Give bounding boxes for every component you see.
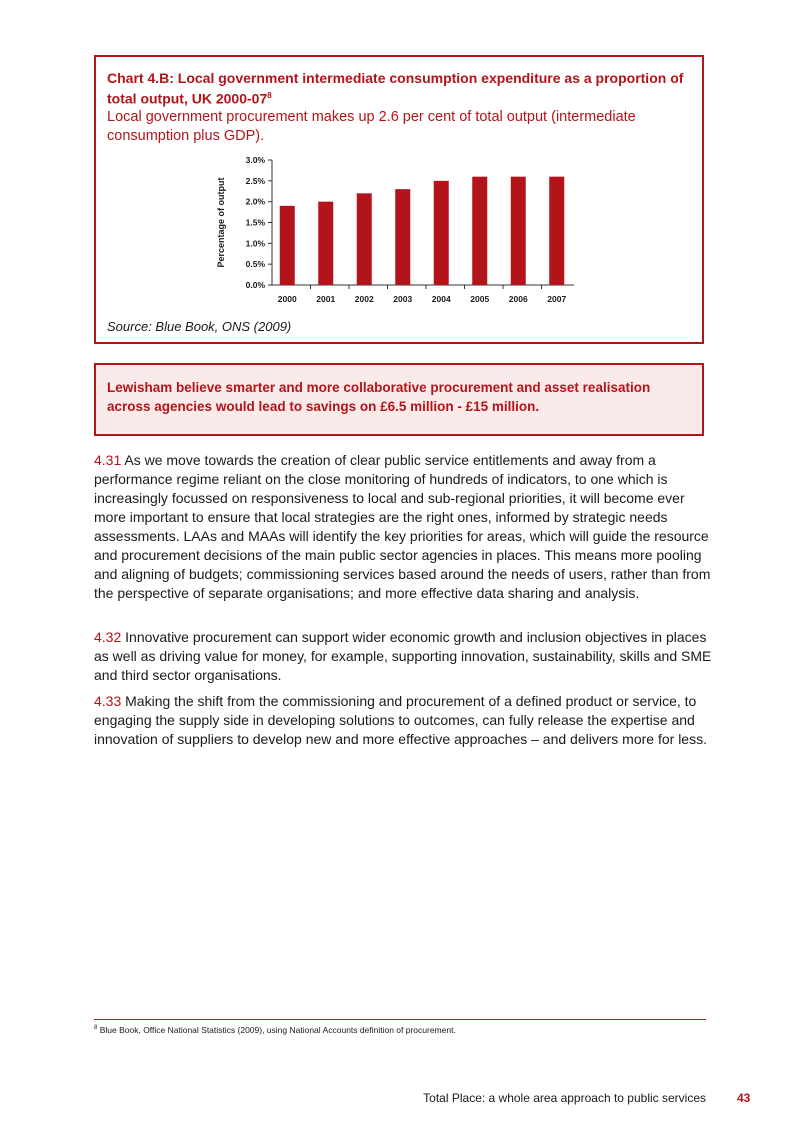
callout-text: Lewisham believe smarter and more collaborative procurement and asset realisation across agencies would lead to savings on £6.5 million - £15 million. (107, 380, 651, 414)
page-number: 43 (737, 1091, 751, 1105)
paragraph-text: Innovative procurement can support wider economic growth and inclusion objectives in places as well as driving value for money, for example, supporting innovation, sustainability, skills and SME and third sector organisations. (94, 629, 712, 683)
bar (318, 202, 333, 285)
paragraph-number: 4.32 (94, 629, 122, 645)
chart-box (94, 55, 704, 344)
chart-title (107, 70, 687, 108)
bar (395, 189, 410, 285)
bar (472, 177, 487, 285)
paragraph-4-33 (94, 692, 712, 749)
paragraph-number: 4.33 (94, 693, 122, 709)
x-tick-label: 2003 (393, 294, 413, 304)
paragraph-text: As we move towards the creation of clear public service entitlements and away from a performance regime reliant on the close monitoring of hundreds of indicators, to one which is increasingly focussed on responsiveness to local and sub-regional priorities, it will become ever more important to ensure that local strategies are the right ones, informed by strategic needs assessments. LAAs and MAAs will identify the key priorities for areas, which will guide the resource and procurement decisions of the main public sector agencies in places. This means more pooling and aligning of budgets; commissioning services based around the needs of users, rather than from the perspective of separate organisations; and more effective data sharing and analysis. (94, 452, 711, 601)
y-tick-label: 2.0% (245, 196, 265, 207)
footnote (94, 1025, 456, 1035)
y-tick-label: 1.5% (245, 217, 265, 228)
callout-box (94, 363, 704, 436)
bar-chart (204, 150, 574, 320)
footnote-text: Blue Book, Office National Statistics (2009), using National Accounts definition of procurement. (99, 1025, 456, 1035)
y-tick-label: 2.5% (245, 175, 265, 186)
y-axis-title: Percentage of output (216, 177, 226, 268)
y-tick-label: 1.0% (245, 238, 265, 249)
x-tick-label: 2005 (470, 294, 490, 304)
y-tick-label: 0.0% (245, 280, 265, 290)
footnote-divider (94, 1019, 706, 1020)
y-tick-label: 3.0% (245, 155, 265, 165)
x-tick-label: 2006 (508, 294, 528, 304)
x-tick-label: 2002 (354, 294, 374, 304)
paragraph-4-31 (94, 451, 712, 603)
footer-title: Total Place: a whole area approach to public services (423, 1091, 706, 1105)
bar (280, 206, 295, 285)
chart-source: Source: Blue Book, ONS (2009) (107, 319, 292, 334)
bar (511, 177, 526, 285)
x-tick-label: 2001 (316, 294, 336, 304)
x-tick-label: 2000 (277, 294, 297, 304)
bar (434, 181, 449, 285)
bar (549, 177, 564, 285)
paragraph-number: 4.31 (94, 452, 122, 468)
chart-title-text: Chart 4.B: Local government intermediate consumption expenditure as a proportion of total output, UK 2000-07 (107, 70, 684, 107)
footnote-number: 8 (94, 1025, 98, 1032)
chart-subtitle: Local government procurement makes up 2.6 per cent of total output (intermediate consumption plus GDP). (107, 109, 636, 144)
chart-title-footnote-ref: 8 (267, 91, 272, 100)
x-tick-label: 2007 (547, 294, 567, 304)
paragraph-text: Making the shift from the commissioning and procurement of a defined product or service, to engaging the supply side in developing solutions to outcomes, can fully release the expertise and innovation of suppliers to develop new and more effective approaches – and delivers more for less. (94, 693, 707, 747)
paragraph-4-32 (94, 628, 712, 685)
y-tick-label: 0.5% (245, 259, 265, 270)
bar (357, 193, 372, 285)
x-tick-label: 2004 (431, 294, 451, 304)
